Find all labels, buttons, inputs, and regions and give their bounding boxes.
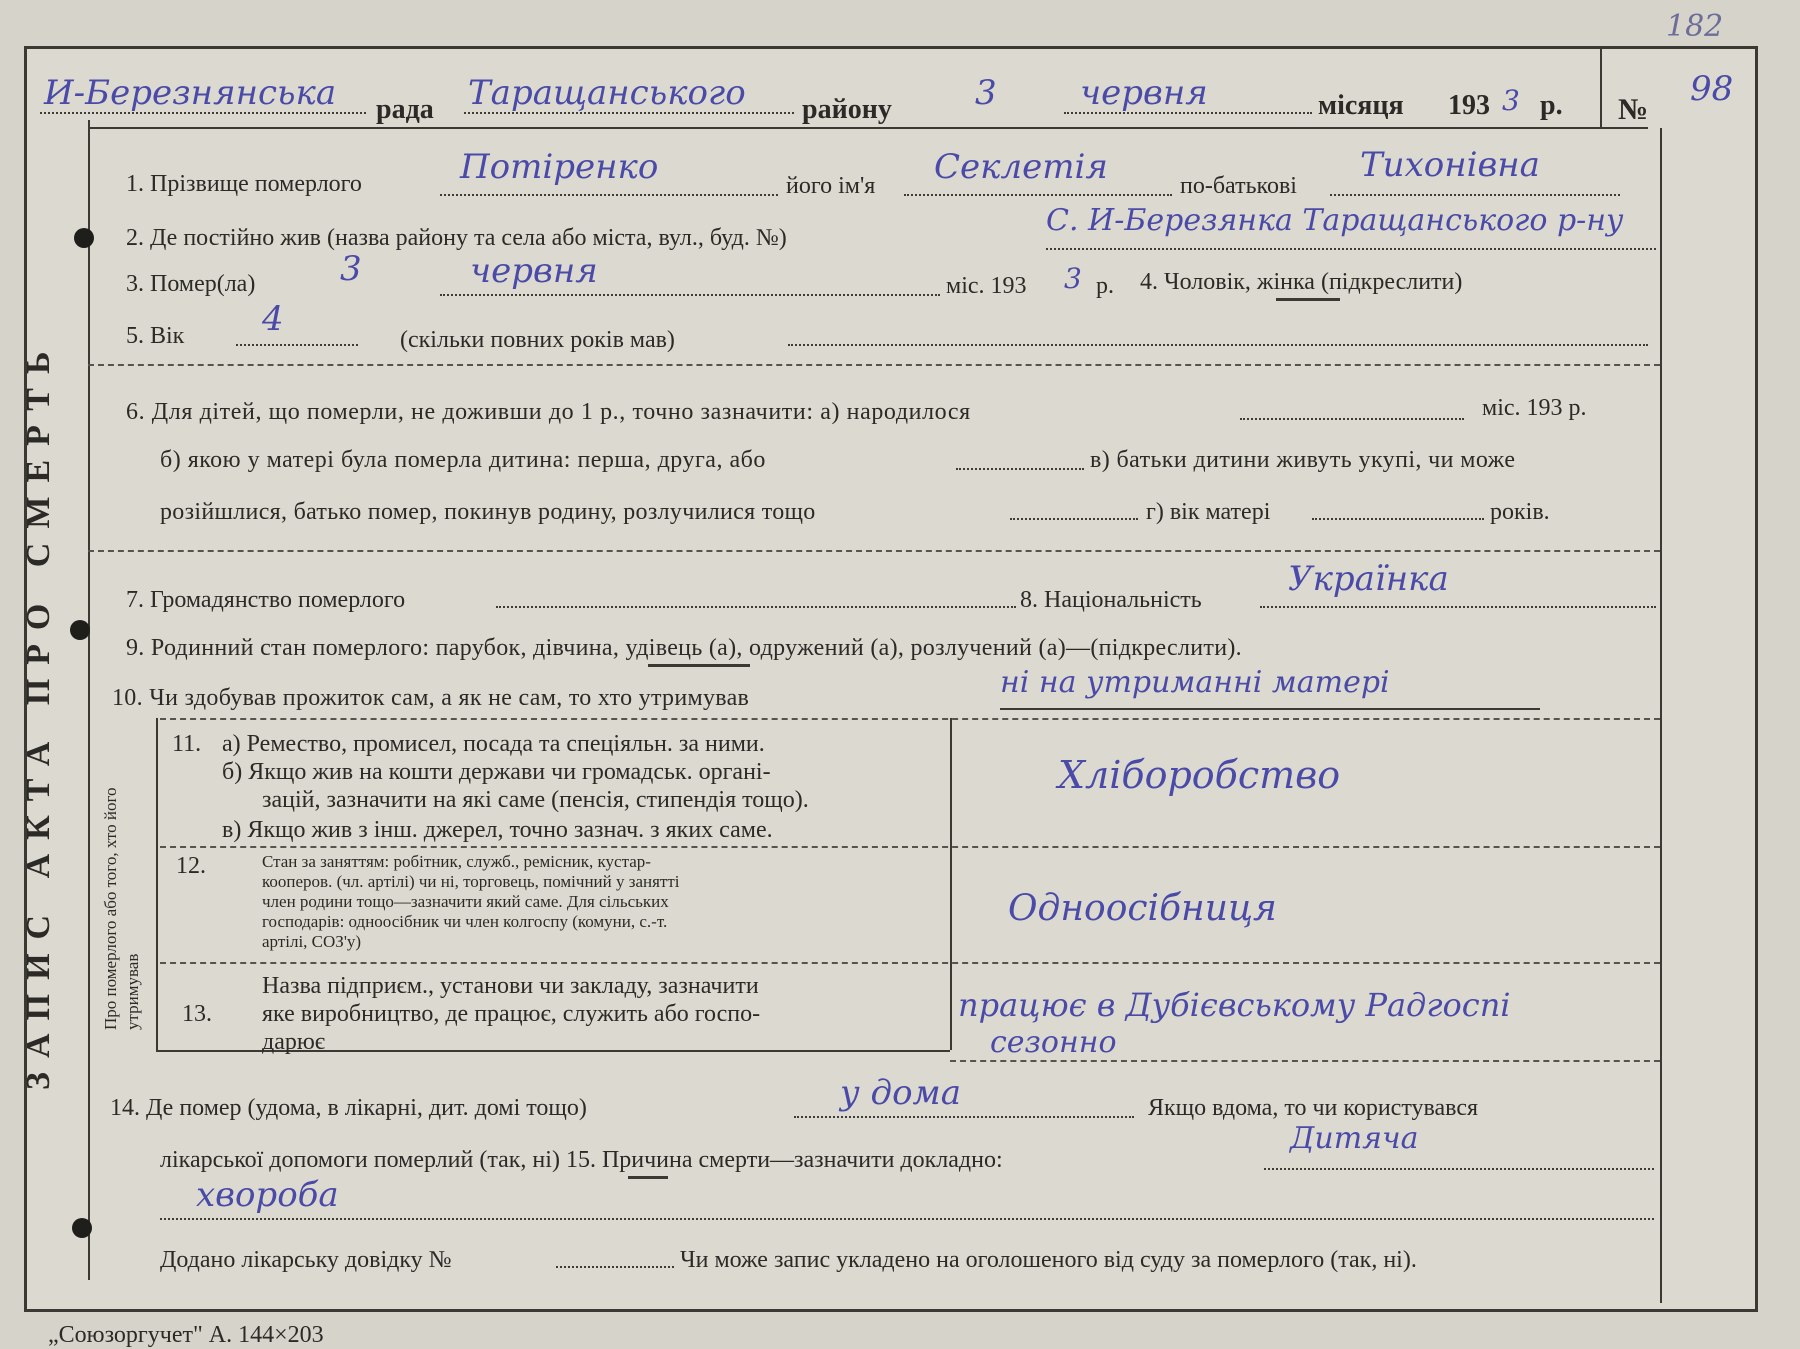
residence-label: 2. Де постійно жив (назва району та села або міста, вул., буд. №): [126, 225, 787, 251]
surname-value: Потіренко: [460, 147, 659, 187]
workplace-value-2: сезонно: [990, 1025, 1117, 1060]
section-separator: [88, 364, 1660, 366]
cause-line-2: [160, 1218, 1654, 1220]
marital-underline: [648, 664, 750, 667]
infant-line-2-end: в) батьки дитини живуть укупі, чи може: [1090, 447, 1516, 473]
medical-help-label: лікарської допомоги померлий (так, ні) 15. Причина смерти—зазначити докладно:: [160, 1147, 1003, 1173]
place-of-death-label: 14. Де помер (удома, в лікарні, дит. домі тощо): [110, 1095, 587, 1121]
cause-of-death-2: хвороба: [196, 1175, 339, 1215]
patronymic-line: [1330, 194, 1620, 196]
surname-label: 1. Прізвище померлого: [126, 171, 362, 197]
employment-l3: член родини тощо—зазначити який саме. Для сільських: [262, 892, 669, 911]
section-separator: [88, 550, 1660, 552]
nationality-label: 8. Національність: [1020, 587, 1202, 613]
nationality-line: [1260, 606, 1656, 608]
infant-line-3-mid: г) вік матері: [1146, 499, 1271, 525]
age-label: 5. Вік: [126, 323, 185, 349]
employment-l2: кооперов. (чл. артілі) чи ні, торговець, помічний у занятті: [262, 872, 680, 891]
workplace-l3: дарює: [262, 1029, 326, 1055]
court-question: Чи може запис укладено на оголошеного від суду за померлого (так, ні).: [680, 1247, 1417, 1273]
district-handwritten: Таращанського: [468, 73, 746, 113]
workplace-num: 13.: [182, 1001, 212, 1027]
medical-certificate-label: Додано лікарську довідку №: [160, 1247, 452, 1273]
table-row-sep: [160, 962, 1660, 964]
occupation-b2: зацій, зазначити на які саме (пенсія, стипендія тощо).: [262, 787, 809, 813]
infant-parents-line: [1010, 518, 1138, 520]
home-question: Якщо вдома, то чи користувався: [1148, 1095, 1479, 1121]
month-label: місяця: [1318, 90, 1404, 121]
surname-line: [440, 194, 778, 196]
patronymic-label: по-батькові: [1180, 173, 1297, 199]
occupation-value: Хліборобство: [1058, 753, 1341, 797]
age-value: 4: [262, 299, 284, 339]
council-label: рада: [376, 94, 434, 125]
year-handwritten: 3: [1502, 84, 1520, 117]
workplace-l2: яке виробництво, де працює, служить або госпо-: [262, 1001, 761, 1027]
employment-l1: Стан за заняттям: робітник, служб., ремісник, кустар-: [262, 852, 651, 871]
number-box-left: [1600, 48, 1602, 128]
day-handwritten: 3: [975, 73, 997, 113]
place-of-death-line: [794, 1116, 1134, 1118]
patronymic-value: Тихонівна: [1360, 145, 1540, 185]
sex-label: 4. Чоловік, жінка (підкреслити): [1140, 269, 1463, 295]
marital-status-label: 9. Родинний стан померлого: парубок, дівчина, удівець (а), одружений (а), розлучений (а)—(підкреслити).: [126, 635, 1242, 661]
printer-mark: „Союзоргучет" А. 144×203: [48, 1322, 324, 1348]
name-line: [904, 194, 1172, 196]
month-line: [1064, 112, 1312, 114]
year-prefix: 193: [1448, 90, 1490, 121]
side-note: Про померлого або того, хто його утримував: [101, 787, 142, 1030]
support-label: 10. Чи здобував прожиток сам, а як не сам, то хто утримував: [112, 685, 750, 711]
district-label: району: [802, 94, 892, 125]
name-label: його ім'я: [786, 173, 876, 199]
infant-line-3: розійшлися, батько помер, покинув родину, розлучилися тощо: [160, 499, 816, 525]
infant-order-line: [956, 468, 1084, 470]
death-month-line: [440, 294, 940, 296]
employment-num: 12.: [176, 853, 206, 879]
death-year-suffix: р.: [1096, 273, 1114, 299]
occupation-b1: б) Якщо жив на кошти держави чи громадськ. органі-: [222, 759, 771, 785]
citizenship-line: [496, 606, 1016, 608]
residence-line: [1046, 248, 1656, 250]
support-value: ні на утриманні матері: [1000, 665, 1390, 700]
infant-line-1-end: міс. 193 р.: [1482, 395, 1587, 421]
employment-value: Одноосібниця: [1008, 888, 1277, 929]
right-inner-border: [1660, 128, 1662, 1303]
month-handwritten: червня: [1080, 73, 1208, 113]
employment-l5: артілі, СОЗ'у): [262, 932, 362, 951]
occupation-c: в) Якщо жив з інш. джерел, точно зазнач. з яких саме.: [222, 817, 773, 843]
side-title: ЗАПИС АКТА ПРО СМЕРТЬ: [20, 337, 57, 1090]
mother-age-line: [1312, 518, 1484, 520]
infant-line-1: 6. Для дітей, що померли, не доживши до 1 р., точно зазначити: а) народилося: [126, 399, 971, 425]
year-suffix: р.: [1540, 90, 1563, 121]
citizenship-label: 7. Громадянство померлого: [126, 587, 406, 613]
workplace-l1: Назва підприєм., установи чи закладу, зазначити: [262, 973, 759, 999]
sex-underline: [1276, 298, 1340, 301]
punch-hole: [74, 228, 94, 248]
council-line: [40, 112, 366, 114]
certificate-line: [556, 1266, 674, 1268]
number-label: №: [1618, 93, 1649, 126]
council-handwritten: И-Березнянська: [44, 73, 337, 113]
death-mis-label: міс. 193: [946, 273, 1027, 299]
cause-of-death-1: Дитяча: [1290, 1121, 1419, 1156]
infant-birth-line: [1240, 418, 1464, 420]
table-top: [160, 718, 1660, 720]
residence-value: С. И-Березянка Таращанського р-ну: [1046, 203, 1624, 238]
number-handwritten: 98: [1690, 69, 1734, 109]
left-margin-line: [88, 120, 90, 1280]
corner-number: 182: [1666, 9, 1724, 44]
death-month: червня: [470, 251, 598, 291]
place-of-death-value: у дома: [840, 1073, 962, 1113]
age-line: [236, 344, 358, 346]
infant-line-2: б) якою у матері була померла дитина: перша, друга, або: [160, 447, 766, 473]
punch-hole: [72, 1218, 92, 1238]
death-year: 3: [1064, 262, 1082, 295]
employment-l4: господарів: одноосібник чи член колгоспу (комуни, с.-т.: [262, 912, 668, 931]
cause-line-1: [1264, 1168, 1654, 1170]
infant-line-3-end: років.: [1490, 499, 1550, 525]
table-left: [156, 718, 158, 1050]
table-divider: [950, 718, 952, 1050]
age-note-line: [788, 344, 1648, 346]
name-value: Секлетія: [934, 147, 1108, 187]
workplace-value-1: працює в Дубієвському Радгоспі: [958, 986, 1511, 1024]
punch-hole: [70, 620, 90, 640]
medical-help-underline: [628, 1176, 668, 1179]
age-note: (скільки повних років мав): [400, 327, 675, 353]
occupation-num: 11.: [172, 731, 202, 757]
table-row-sep: [160, 846, 1660, 848]
nationality-value: Українка: [1288, 559, 1449, 599]
district-line: [464, 112, 794, 114]
support-line: [1000, 708, 1540, 710]
occupation-a: а) Ремество, промисел, посада та спеціяльн. за ними.: [222, 731, 765, 757]
header-separator: [88, 127, 1648, 129]
death-day: 3: [340, 249, 362, 289]
death-date-label: 3. Помер(ла): [126, 271, 256, 297]
